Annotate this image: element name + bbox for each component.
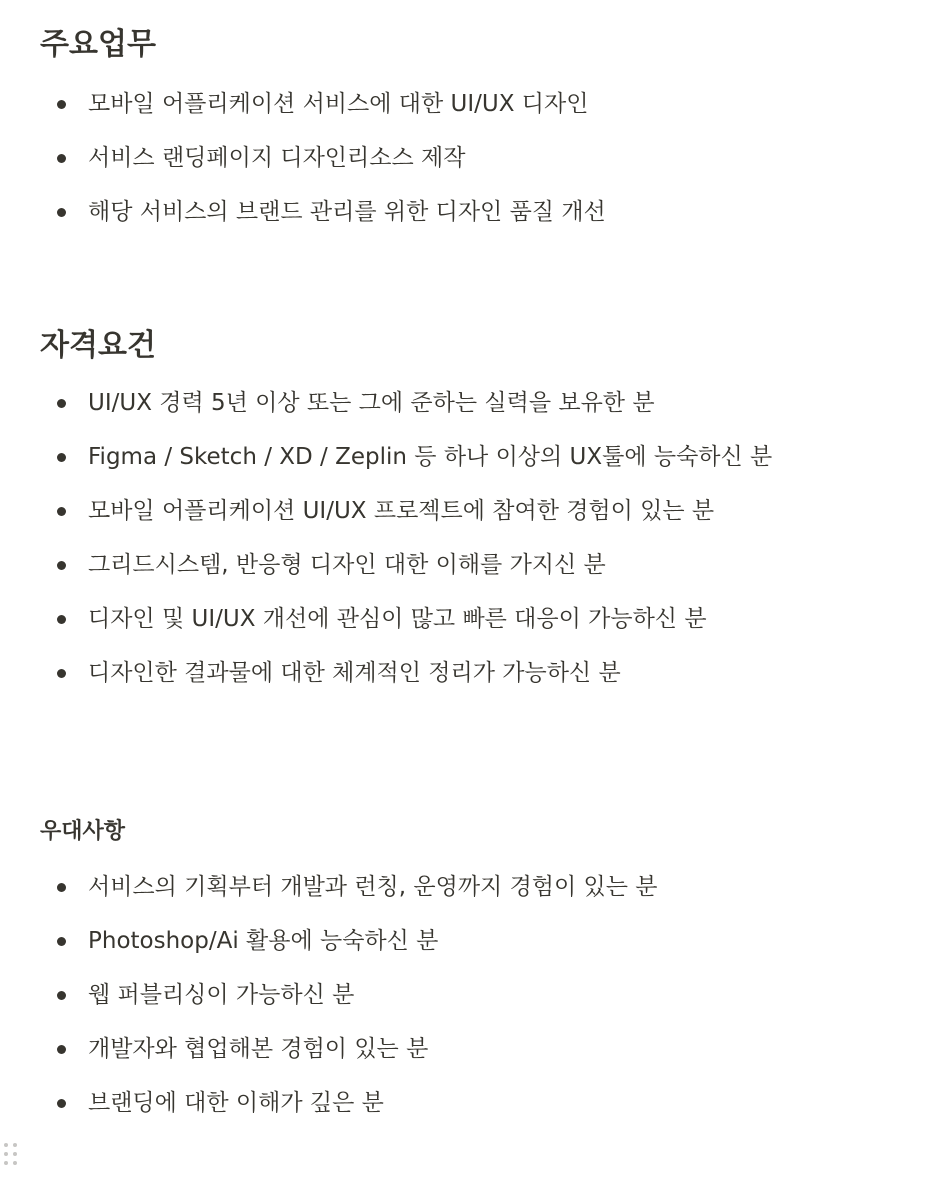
- list-item: [0, 968, 936, 1022]
- main-duties-list: [0, 77, 936, 239]
- list-item: [0, 538, 936, 592]
- list-item: [0, 1022, 936, 1076]
- list-item: [0, 131, 936, 185]
- bullet-icon: [57, 1099, 66, 1108]
- bullet-icon: [57, 937, 66, 946]
- qualifications-list: [0, 376, 936, 700]
- list-item: [0, 646, 936, 700]
- list-item-text: UI/UX 경력 5년 이상 또는 그에 준하는 실력을 보유한 분: [88, 389, 655, 416]
- list-item: [0, 860, 936, 914]
- bullet-icon: [57, 561, 66, 570]
- bullet-icon: [57, 991, 66, 1000]
- list-item-text: Photoshop/Ai 활용에 능숙하신 분: [88, 927, 439, 954]
- drag-handle-dot: [13, 1152, 17, 1156]
- list-item-text: 그리드시스템, 반응형 디자인 대한 이해를 가지신 분: [88, 551, 606, 578]
- list-item-text: 개발자와 협업해본 경험이 있는 분: [88, 1035, 429, 1062]
- bullet-icon: [57, 100, 66, 109]
- section-title-qualifications: 자격요건: [40, 328, 156, 363]
- section-title-preferred: 우대사항: [40, 819, 126, 844]
- list-item-text: 서비스 랜딩페이지 디자인리소스 제작: [88, 144, 466, 171]
- list-item: [0, 1076, 936, 1130]
- list-item: [0, 484, 936, 538]
- drag-handle-dot: [4, 1161, 8, 1165]
- list-item-text: 서비스의 기획부터 개발과 런칭, 운영까지 경험이 있는 분: [88, 873, 658, 900]
- list-item-text: 웹 퍼블리싱이 가능하신 분: [88, 981, 355, 1008]
- bullet-icon: [57, 669, 66, 678]
- bullet-icon: [57, 507, 66, 516]
- bullet-icon: [57, 615, 66, 624]
- drag-handle-dot: [4, 1143, 8, 1147]
- bullet-icon: [57, 399, 66, 408]
- list-item: [0, 592, 936, 646]
- bullet-icon: [57, 883, 66, 892]
- list-item-text: 디자인 및 UI/UX 개선에 관심이 많고 빠른 대응이 가능하신 분: [88, 605, 707, 632]
- drag-handle-dot: [13, 1143, 17, 1147]
- list-item: [0, 185, 936, 239]
- bullet-icon: [57, 1045, 66, 1054]
- preferred-list: [0, 860, 936, 1130]
- list-item-text: 디자인한 결과물에 대한 체계적인 정리가 가능하신 분: [88, 659, 621, 686]
- bullet-icon: [57, 208, 66, 217]
- bullet-icon: [57, 453, 66, 462]
- list-item: [0, 430, 936, 484]
- drag-handle-icon[interactable]: [4, 1143, 18, 1169]
- list-item-text: Figma / Sketch / XD / Zeplin 등 하나 이상의 UX툴에 능숙하신 분: [88, 443, 773, 470]
- list-item: [0, 376, 936, 430]
- list-item-text: 브랜딩에 대한 이해가 깊은 분: [88, 1089, 384, 1116]
- drag-handle-dot: [13, 1161, 17, 1165]
- list-item: [0, 914, 936, 968]
- list-item-text: 해당 서비스의 브랜드 관리를 위한 디자인 품질 개선: [88, 198, 606, 225]
- list-item-text: 모바일 어플리케이션 UI/UX 프로젝트에 참여한 경험이 있는 분: [88, 497, 715, 524]
- drag-handle-dot: [4, 1152, 8, 1156]
- list-item-text: 모바일 어플리케이션 서비스에 대한 UI/UX 디자인: [88, 90, 589, 117]
- bullet-icon: [57, 154, 66, 163]
- list-item: [0, 77, 936, 131]
- section-title-main-duties: 주요업무: [40, 27, 156, 62]
